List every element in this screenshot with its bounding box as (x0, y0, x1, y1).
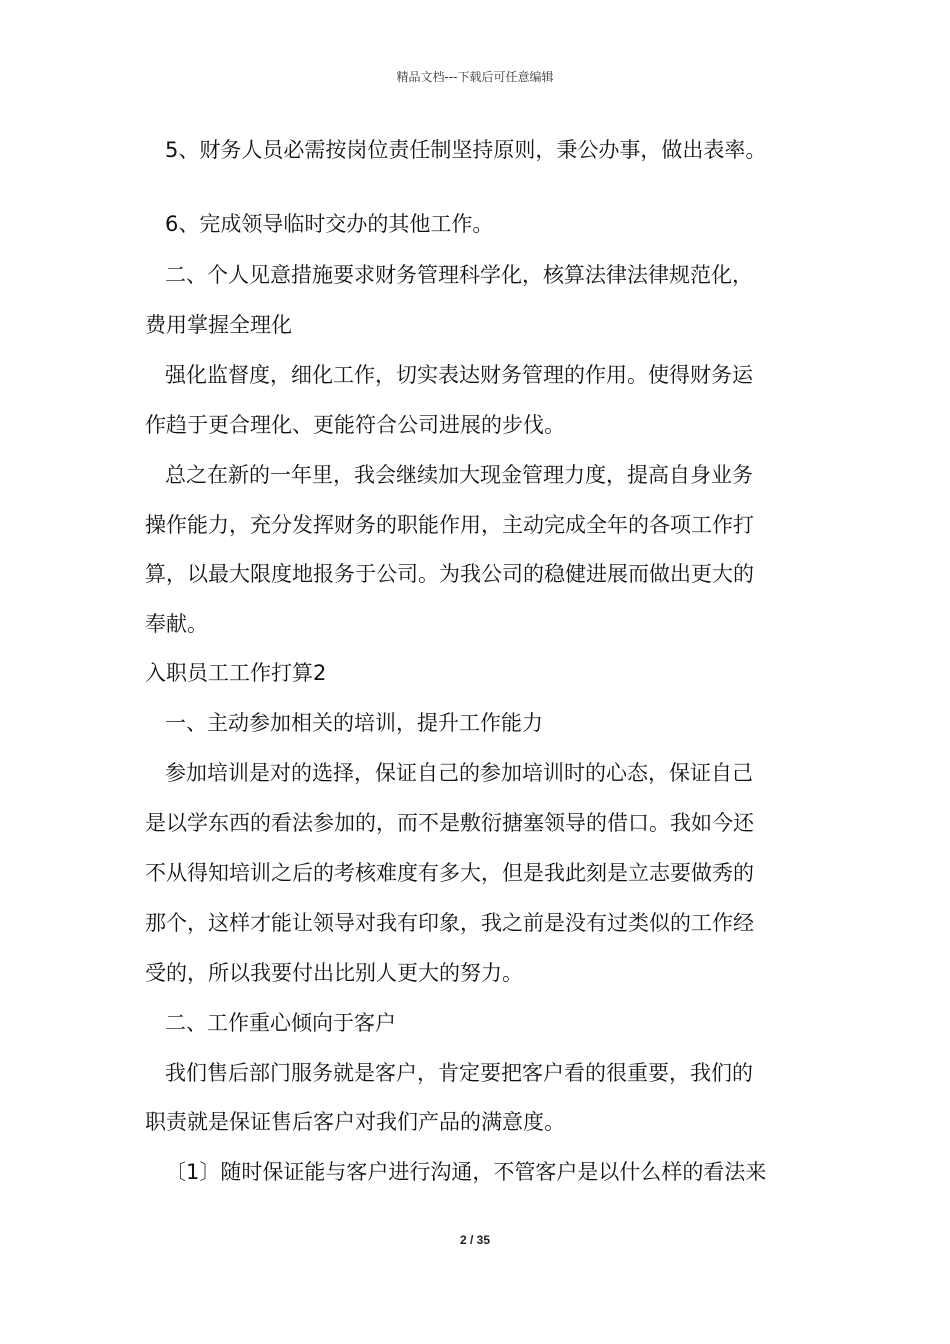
text-line: 奉献。 (145, 612, 208, 636)
text-line: 算，以最大限度地报务于公司。为我公司的稳健进展而做出更大的 (145, 562, 754, 586)
text-line: 6、完成领导临时交办的其他工作。 (165, 212, 494, 236)
section-heading: 入职员工工作打算2 (145, 661, 327, 685)
text-line: 受的，所以我要付出比别人更大的努力。 (145, 961, 523, 985)
text-line: 操作能力，充分发挥财务的职能作用，主动完成全年的各项工作打 (145, 513, 754, 537)
text-line: 总之在新的一年里，我会继续加大现金管理力度，提高自身业务 (165, 463, 753, 487)
text-line: 二、工作重心倾向于客户 (165, 1011, 396, 1035)
text-line: 一、主动参加相关的培训，提升工作能力 (165, 711, 543, 735)
text-line: 作趋于更合理化、更能符合公司进展的步伐。 (145, 413, 565, 437)
text-line: 我们售后部门服务就是客户，肯定要把客户看的很重要，我们的 (165, 1061, 753, 1085)
text-line: 是以学东西的看法参加的，而不是敷衍搪塞领导的借口。我如今还 (145, 811, 754, 835)
text-line: 不从得知培训之后的考核难度有多大，但是我此刻是立志要做秀的 (145, 861, 754, 885)
text-line: 〔1〕随时保证能与客户进行沟通，不管客户是以什么样的看法来 (165, 1160, 767, 1184)
text-line: 5、财务人员必需按岗位责任制坚持原则，秉公办事，做出表率。 (165, 138, 767, 162)
text-line: 费用掌握全理化 (145, 313, 292, 337)
page-indicator: 2 / 35 (459, 1233, 491, 1247)
text-line: 职责就是保证售后客户对我们产品的满意度。 (145, 1110, 565, 1134)
text-line: 参加培训是对的选择，保证自己的参加培训时的心态，保证自己 (165, 761, 753, 785)
text-line: 强化监督度，细化工作，切实表达财务管理的作用。使得财务运 (165, 363, 753, 387)
text-line: 二、个人见意措施要求财务管理科学化，核算法律法律规范化， (165, 263, 753, 287)
text-line: 那个，这样才能让领导对我有印象，我之前是没有过类似的工作经 (145, 911, 754, 935)
page-header: 精品文档---下载后可任意编辑 (396, 70, 554, 84)
